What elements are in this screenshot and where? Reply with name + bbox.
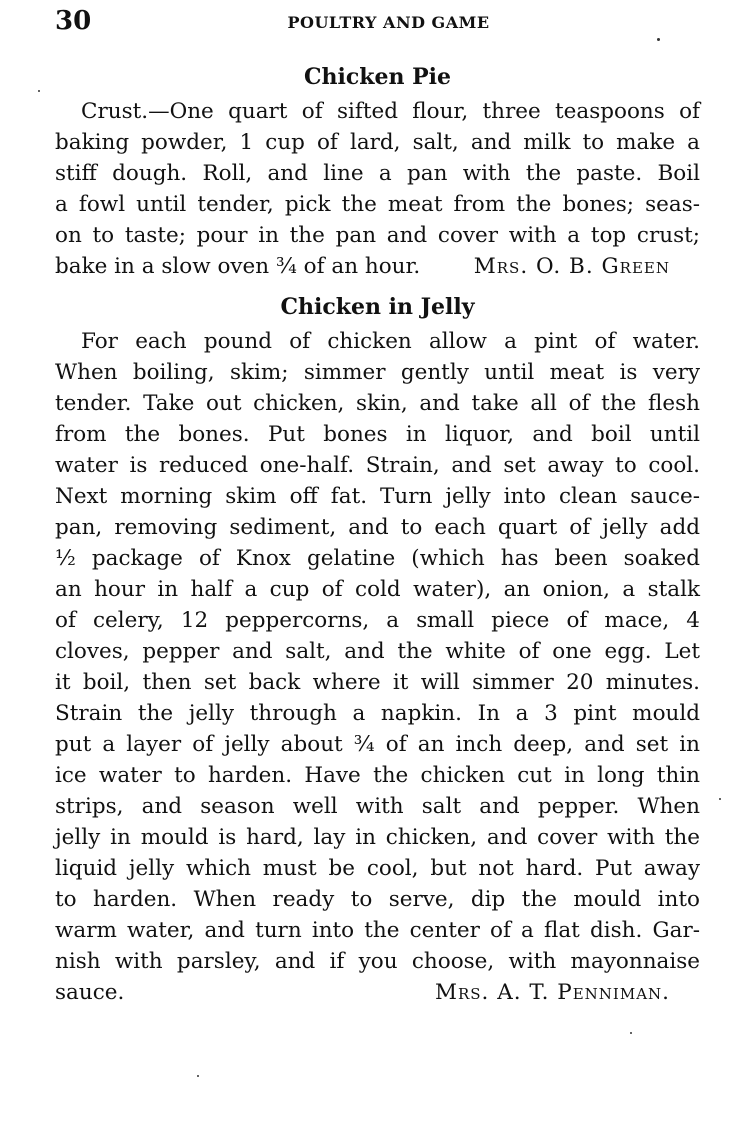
recipe-author: Mrs. O. B. Green: [473, 254, 670, 279]
recipe-line: warm water, and turn into the center of a flat dish. Gar-: [55, 918, 700, 943]
recipe-line: Strain the jelly through a napkin. In a 3 pint mould: [55, 701, 700, 726]
recipe-line: jelly in mould is hard, lay in chicken, and cover with the: [55, 825, 700, 850]
chapter-title-text: POULTRY AND GAME: [287, 13, 490, 32]
recipe-line: For each pound of chicken allow a pint of water.: [81, 329, 700, 354]
recipe-chicken-pie: [55, 62, 700, 282]
recipe-line: ½ package of Knox gelatine (which has been soaked: [55, 546, 700, 571]
running-head: [55, 6, 700, 36]
page-content: [55, 62, 700, 1008]
recipe-line: tender. Take out chicken, skin, and take all of the flesh: [55, 391, 700, 416]
recipe-line: Crust.—One quart of sifted flour, three teaspoons of: [81, 99, 700, 124]
recipe-chicken-in-jelly: [55, 292, 700, 1008]
recipe-author: Mrs. A. T. Penniman.: [434, 980, 670, 1005]
recipe-line: pan, removing sediment, and to each quart of jelly add: [55, 515, 700, 540]
recipe-line: of celery, 12 peppercorns, a small piece of mace, 4: [55, 608, 700, 633]
recipe-title: Chicken in Jelly: [280, 294, 475, 320]
recipe-line: When boiling, skim; simmer gently until meat is very: [55, 360, 700, 385]
scan-speck: [38, 90, 40, 92]
scan-speck: [197, 1075, 199, 1077]
recipe-line: put a layer of jelly about ¾ of an inch deep, and set in: [55, 732, 700, 757]
recipe-closing-line: [55, 251, 700, 282]
recipe-line: from the bones. Put bones in liquor, and boil until: [55, 422, 700, 447]
recipe-line: strips, and season well with salt and pepper. When: [55, 794, 700, 819]
recipe-line: ice water to harden. Have the chicken cut in long thin: [55, 763, 700, 788]
recipe-line: to harden. When ready to serve, dip the mould into: [55, 887, 700, 912]
recipe-last-line: bake in a slow oven ¾ of an hour.: [55, 254, 421, 279]
recipe-line: water is reduced one-half. Strain, and set away to cool.: [55, 453, 700, 478]
scan-speck: [719, 798, 721, 800]
scan-speck: [657, 38, 660, 41]
recipe-line: it boil, then set back where it will simmer 20 minutes.: [55, 670, 700, 695]
recipe-line: nish with parsley, and if you choose, with mayonnaise: [55, 949, 700, 974]
recipe-title: Chicken Pie: [303, 64, 452, 90]
recipe-last-line: sauce.: [55, 980, 125, 1005]
recipe-line: liquid jelly which must be cool, but not hard. Put away: [55, 856, 700, 881]
recipe-closing-line: [55, 977, 700, 1008]
recipe-line: baking powder, 1 cup of lard, salt, and milk to make a: [55, 130, 700, 155]
recipe-line: a fowl until tender, pick the meat from the bones; seas-: [55, 192, 700, 217]
recipe-line: on to taste; pour in the pan and cover with a top crust;: [55, 223, 700, 248]
chapter-title: [55, 13, 700, 32]
recipe-line: cloves, pepper and salt, and the white of one egg. Let: [55, 639, 700, 664]
recipe-line: an hour in half a cup of cold water), an onion, a stalk: [55, 577, 700, 602]
scan-speck: [630, 1032, 632, 1034]
recipe-line: Next morning skim off fat. Turn jelly into clean sauce-: [55, 484, 700, 509]
recipe-line: stiff dough. Roll, and line a pan with the paste. Boil: [55, 161, 700, 186]
page-number: 30: [55, 6, 92, 36]
